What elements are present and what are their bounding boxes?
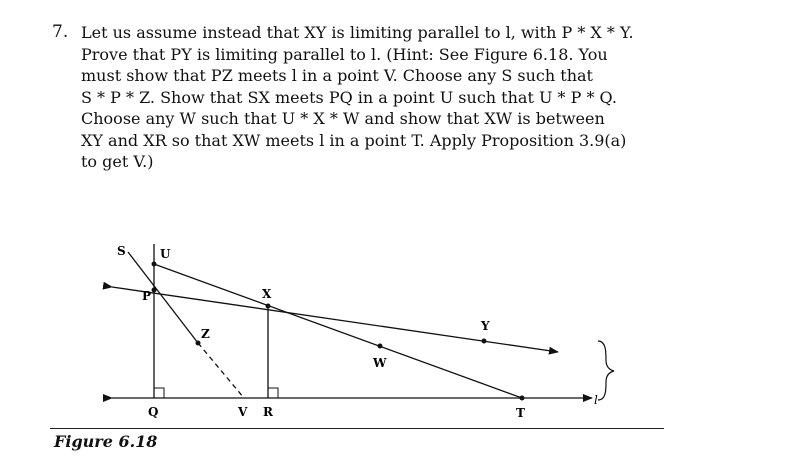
point-u [152,262,157,267]
label-q: Q [148,405,159,419]
problem-line-1: Let us assume instead that XY is limiting parallel to l, with P * X * Y. [81,23,634,42]
label-s: S [117,244,126,258]
point-t [520,396,525,401]
ray-pxy [112,287,558,352]
problem-line-7: to get V.) [81,152,154,171]
point-x [266,304,271,309]
problem-number: 7. [52,22,69,42]
point-z [196,341,201,346]
figure-caption: Figure 6.18 [54,432,158,451]
label-w: W [373,356,387,370]
right-angle-r [268,388,278,398]
point-y [482,339,487,344]
label-r: R [263,405,273,419]
right-angle-q [154,388,164,398]
label-z: Z [201,327,210,341]
point-p [152,288,157,293]
label-x: X [262,287,272,301]
problem-line-2: Prove that PY is limiting parallel to l. (Hint: See Figure 6.18. You [81,44,608,64]
caption-rule [50,428,664,429]
label-t: T [516,406,525,420]
label-l: l [594,393,598,407]
point-w [378,344,383,349]
label-v: V [238,405,248,419]
label-p: P [142,289,152,303]
label-y: Y [481,319,490,333]
problem-line-3: must show that PZ meets l in a point V. Choose any S such that [81,66,593,85]
label-u: U [160,247,171,261]
brace-icon [598,341,614,400]
problem-line-4: S * P * Z. Show that SX meets PQ in a point U such that U * P * Q. [81,87,617,107]
dashed-zv [198,343,244,398]
problem-line-5: Choose any W such that U * X * W and show that XW is between [81,109,605,128]
problem-line-6: XY and XR so that XW meets l in a point T. Apply Proposition 3.9(a) [81,130,627,150]
